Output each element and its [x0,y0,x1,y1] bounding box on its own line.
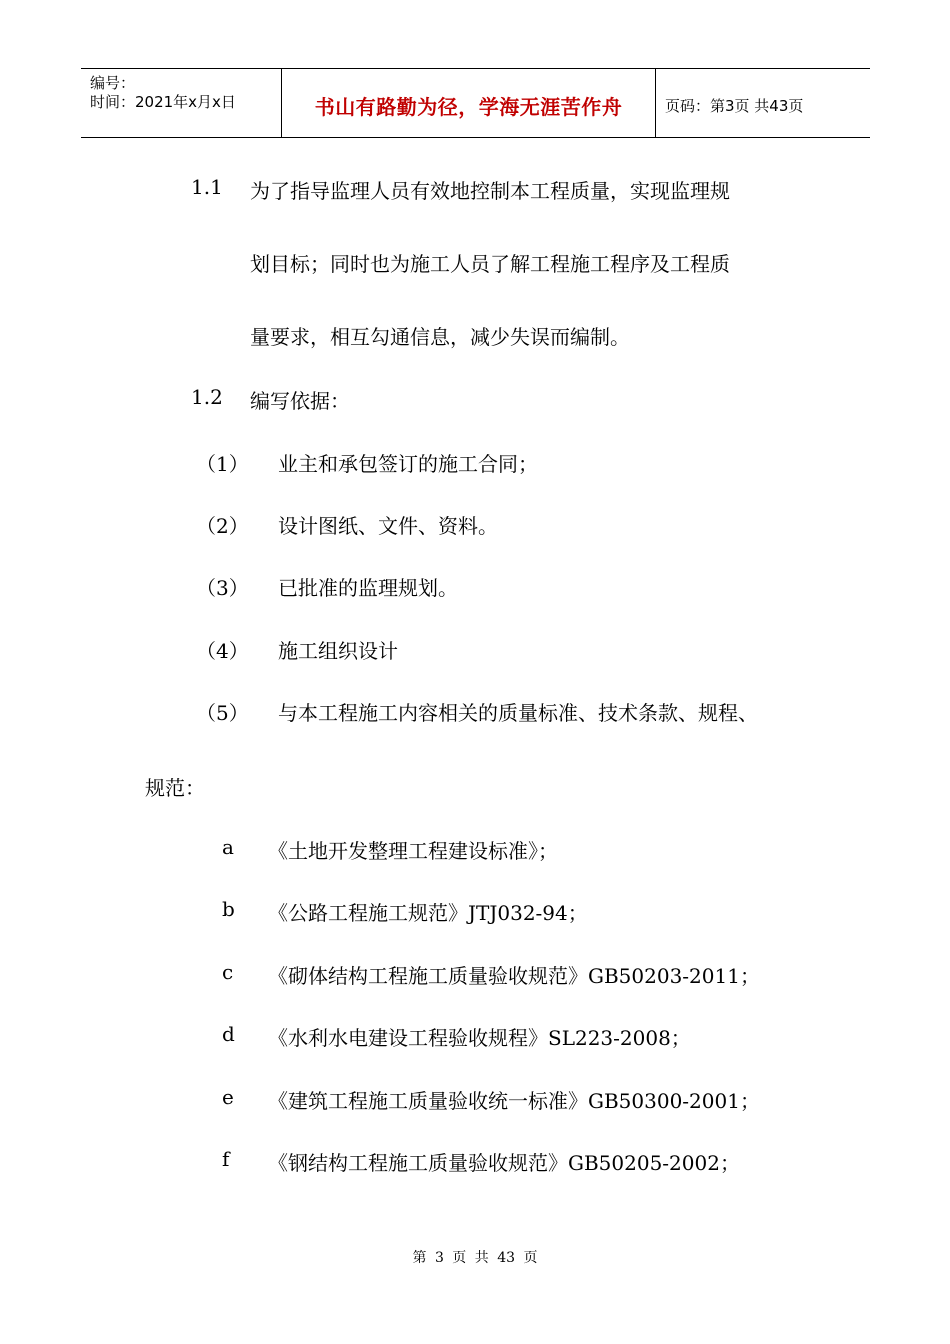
doc-date: 时间：2021年x月x日 [90,93,236,111]
page-footer: 第 3 页 共 43 页 [412,1250,538,1266]
standard-item: 《土地开发整理工程建设标准》； [268,839,558,863]
standard-item: 《钢结构工程施工质量验收规范》GB50205-2002； [268,1151,740,1175]
list-item: 已批准的监理规划。 [278,576,458,600]
standard-item: 《公路工程施工规范》JTJ032-94； [268,901,588,925]
list-item-number: （4） [196,639,249,663]
standard-item: 《水利水电建设工程验收规程》SL223-2008； [268,1026,691,1050]
standard-letter: b [222,897,235,921]
header-right-cell [655,69,870,137]
list-item-continuation: 规范： [145,776,205,800]
standard-letter: a [222,835,234,859]
list-item-number: （1） [196,452,249,476]
list-item: 设计图纸、文件、资料。 [278,514,498,538]
standard-letter: f [222,1147,230,1171]
header-motto: 书山有路勤为径，学海无涯苦作舟 [314,95,623,119]
standard-letter: e [222,1085,234,1109]
standard-letter: c [222,960,234,984]
page-header [81,68,870,138]
standard-item: 《建筑工程施工质量验收统一标准》GB50300-2001； [268,1089,760,1113]
list-item-number: （5） [196,701,249,725]
section-heading: 编写依据： [250,389,350,413]
list-item-number: （2） [196,514,249,538]
standard-item: 《砌体结构工程施工质量验收规范》GB50203-2011； [268,964,760,988]
header-motto-cell [281,69,656,137]
section-number: 1.2 [191,385,223,409]
list-item-number: （3） [196,576,249,600]
list-item: 施工组织设计 [278,639,398,663]
paragraph-line: 为了指导监理人员有效地控制本工程质量，实现监理规 [250,179,730,203]
header-page-number: 页码：第3页 共43页 [665,97,804,115]
header-left-cell [81,69,281,137]
list-item: 业主和承包签订的施工合同； [278,452,538,476]
paragraph-line: 划目标；同时也为施工人员了解工程施工程序及工程质 [250,252,730,276]
doc-number-label: 编号： [90,74,136,92]
paragraph-line: 量要求，相互勾通信息，减少失误而编制。 [250,325,630,349]
standard-letter: d [222,1022,235,1046]
list-item: 与本工程施工内容相关的质量标准、技术条款、规程、 [278,701,758,725]
section-number: 1.1 [191,175,223,199]
